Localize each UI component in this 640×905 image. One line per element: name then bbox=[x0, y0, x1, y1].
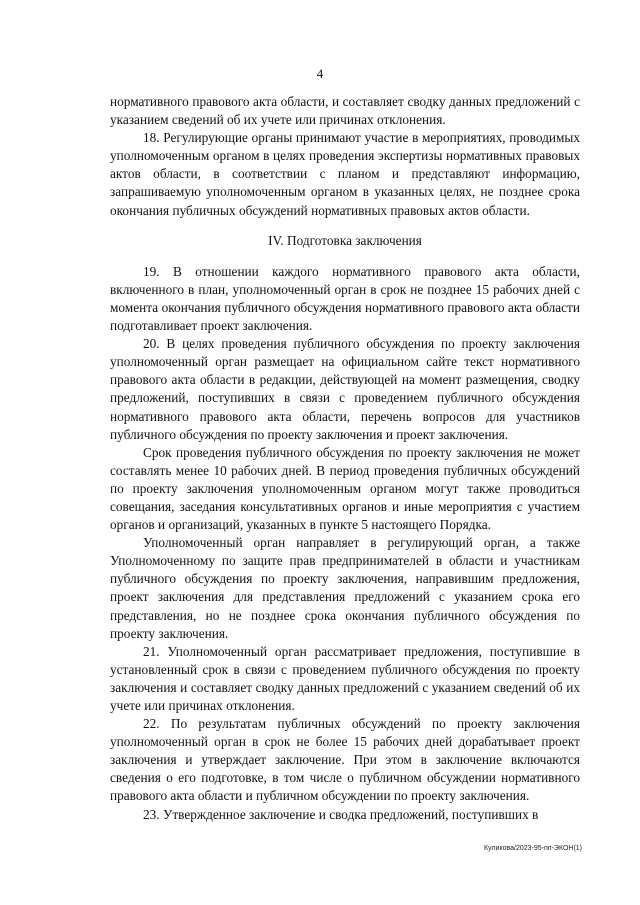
paragraph-20: 20. В целях проведения публичного обсуждения по проекту заключения уполномоченный орган размещает на официальном сайте текст нормативного правового акта области в редакции, действующей на момент размещения, сводку предложений, поступивших в связи с проведением публичного обсуждения нормативного правового акта области, перечень вопросов для участников публичного обсуждения по проекту заключения и проект заключения. bbox=[110, 336, 580, 442]
paragraph-20-term: Срок проведения публичного обсуждения по проекту заключения не может составлять менее 10 рабочих дней. В период проведения публичных обсуждений по проекту заключения уполномоченным органом могут также проводиться совещания, заседания консультативных органов и иные мероприятия с участием органов и организаций, указанных в пункте 5 настоящего Порядка. bbox=[110, 444, 580, 533]
paragraph-22: 22. По результатам публичных обсуждений по проекту заключения уполномоченный орган в срок не более 15 рабочих дней дорабатывает проект заключения и утверждает заключение. При этом в заключение включаются сведения о его подготовке, в том числе о публичном обсуждении нормативного правового акта области и публичном обсуждении по проекту заключения. bbox=[110, 716, 580, 804]
page-number: 4 bbox=[316, 66, 324, 81]
paragraph-20-send: Уполномоченный орган направляет в регулирующий орган, а также Уполномоченному по защите прав предпринимателей в области и участникам публичного обсуждения по проекту заключения, направившим предложения, проект заключения для представления предложений с указанием срока его представления, но не позднее срока окончания публичного обсуждения по проекту заключения. bbox=[110, 535, 580, 641]
paragraph-continuation: нормативного правового акта области, и составляет сводку данных предложений с указанием сведений об их учете или причинах отклонения. bbox=[110, 94, 580, 128]
paragraph-21: 21. Уполномоченный орган рассматривает предложения, поступившие в установленный срок в связи с проведением публичного обсуждения по проекту заключения и составляет сводку данных предложений с указанием сведений об их учете или причинах отклонения. bbox=[110, 643, 580, 713]
paragraph-19: 19. В отношении каждого нормативного правового акта области, включенного в план, уполномоченный орган в срок не позднее 15 рабочих дней с момента окончания публичного обсуждения нормативного правового акта области подготавливает проект заключения. bbox=[110, 263, 580, 334]
section-heading: IV. Подготовка заключения bbox=[268, 232, 422, 248]
footer-document-code: Куликова/2023-95-пп-ЭКОН(1) bbox=[484, 845, 582, 852]
paragraph-23: 23. Утвержденное заключение и сводка предложений, поступивших в bbox=[143, 806, 539, 822]
paragraph-18: 18. Регулирующие органы принимают участие в мероприятиях, проводимых уполномоченным органом в целях проведения экспертизы нормативных правовых актов области, в соответствии с планом и представляют информацию, запрашиваемую уполномоченным органом в указанных целях, не позднее срока окончания публичных обсуждений нормативных правовых актов области. bbox=[110, 130, 580, 218]
document-body bbox=[110, 93, 580, 824]
